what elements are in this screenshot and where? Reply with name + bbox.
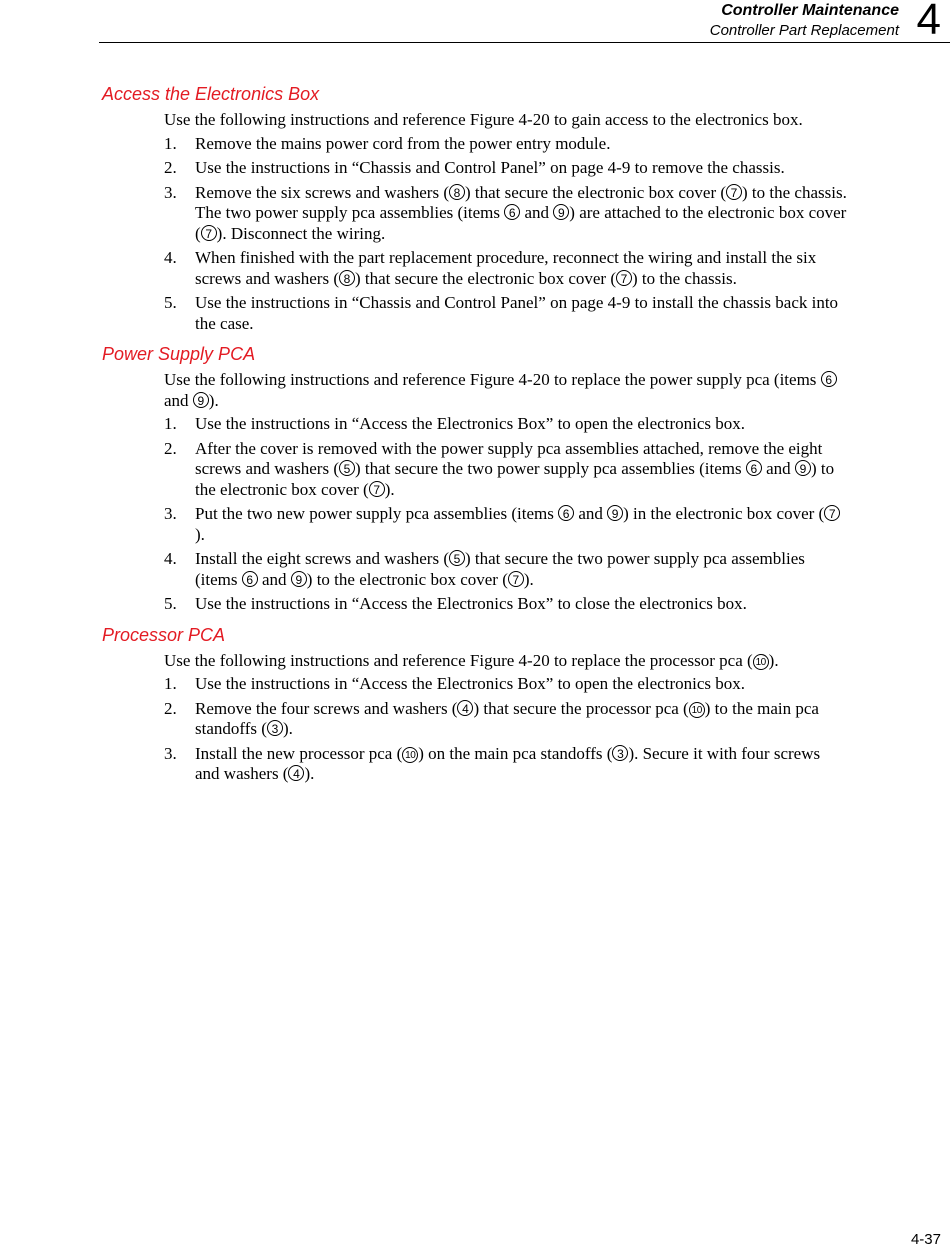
callout-number: 7 bbox=[369, 481, 385, 497]
step-item bbox=[102, 699, 847, 740]
text-run: Use the instructions in “Access the Electronics Box” to open the electronics box. bbox=[195, 674, 745, 693]
text-run: ). bbox=[523, 569, 534, 589]
header-rule bbox=[99, 42, 950, 43]
text-run: ) to the main pca standoffs ( bbox=[195, 698, 819, 738]
text-run: ). Disconnect the wiring. bbox=[216, 223, 386, 243]
text-run: Use the following instructions and reference Figure 4-20 to replace the power supply pca (items bbox=[164, 370, 821, 389]
step-item bbox=[102, 549, 847, 590]
text-run: ) in the electronic box cover ( bbox=[623, 504, 825, 523]
callout-number: 9 bbox=[553, 204, 569, 220]
text-run: Use the following instructions and reference Figure 4-20 to replace the processor pca ( bbox=[164, 650, 753, 670]
step-number: 4. bbox=[164, 248, 177, 267]
text-run: ) that secure the electronic box cover ( bbox=[465, 182, 727, 202]
step-number: 3. bbox=[164, 182, 177, 202]
callout-number: 6 bbox=[821, 371, 837, 387]
callout-number: 9 bbox=[193, 392, 209, 408]
step-number: 4. bbox=[164, 549, 177, 568]
step-item bbox=[102, 744, 847, 785]
text-run: and bbox=[257, 569, 291, 589]
step-number: 1. bbox=[164, 674, 177, 693]
section-heading: Processor PCA bbox=[102, 624, 226, 645]
text-run: ). bbox=[304, 764, 315, 783]
callout-number: 7 bbox=[508, 571, 524, 587]
section-heading: Power Supply PCA bbox=[102, 344, 256, 364]
text-run: ). Secure it with four screws and washers ( bbox=[195, 743, 821, 783]
text-run: ). bbox=[195, 524, 205, 544]
section-heading: Access the Electronics Box bbox=[102, 84, 320, 104]
callout-number: 8 bbox=[449, 184, 465, 200]
callout-number: 7 bbox=[616, 270, 632, 286]
text-run: ). bbox=[282, 719, 293, 738]
text-run: ) that secure the electronic box cover ( bbox=[354, 268, 616, 288]
text-run: and bbox=[761, 459, 795, 478]
text-run: ) that secure the two power supply pca assemblies (items bbox=[195, 549, 805, 589]
text-run: and bbox=[574, 504, 608, 523]
text-run: Use the instructions in “Access the Electronics Box” to close the electronics box. bbox=[195, 594, 747, 613]
callout-number: 10 bbox=[753, 654, 769, 670]
text-run: When finished with the part replacement procedure, reconnect the wiring and install the six screws and washers ( bbox=[195, 248, 817, 288]
callout-number: 4 bbox=[288, 765, 304, 781]
step-item bbox=[102, 414, 847, 435]
text-run: ). bbox=[208, 390, 219, 410]
section-intro bbox=[164, 370, 847, 411]
text-run: ) to the electronic box cover ( bbox=[306, 569, 508, 589]
step-list bbox=[102, 674, 847, 785]
callout-number: 7 bbox=[824, 505, 840, 521]
callout-number: 3 bbox=[267, 720, 283, 736]
text-run: ) to the electronic box cover ( bbox=[195, 459, 835, 499]
text-run: Use the instructions in “Chassis and Control Panel” on page 4-9 to install the chassis back into the case. bbox=[195, 293, 839, 333]
callout-number: 7 bbox=[726, 184, 742, 200]
callout-number: 4 bbox=[457, 700, 473, 716]
text-run: Install the new processor pca ( bbox=[195, 743, 403, 763]
callout-number: 10 bbox=[689, 702, 705, 718]
callout-number: 9 bbox=[607, 505, 623, 521]
text-run: Remove the four screws and washers ( bbox=[195, 698, 458, 718]
page-content bbox=[102, 82, 847, 793]
step-number: 5. bbox=[164, 293, 177, 312]
text-run: ). bbox=[768, 650, 779, 670]
running-header-subtitle: Controller Part Replacement bbox=[709, 22, 899, 39]
callout-number: 6 bbox=[558, 505, 574, 521]
step-item bbox=[102, 674, 847, 695]
text-run: ) that secure the two power supply pca assemblies (items bbox=[354, 459, 746, 478]
step-item bbox=[102, 158, 847, 179]
text-run: Put the two new power supply pca assemblies (items bbox=[195, 504, 559, 523]
callout-number: 3 bbox=[612, 745, 628, 761]
step-item bbox=[102, 594, 847, 615]
callout-number: 5 bbox=[449, 550, 465, 566]
callout-number: 6 bbox=[504, 204, 520, 220]
text-run: ) are attached to the electronic box cover ( bbox=[195, 203, 847, 243]
callout-number: 8 bbox=[339, 270, 355, 286]
text-run: Use the following instructions and reference Figure 4-20 to gain access to the electronics box. bbox=[164, 110, 803, 129]
running-header-title: Controller Maintenance bbox=[721, 2, 899, 19]
section-intro bbox=[164, 110, 847, 131]
step-item bbox=[102, 248, 847, 289]
callout-number: 5 bbox=[339, 460, 355, 476]
step-number: 3. bbox=[164, 743, 177, 763]
step-number: 2. bbox=[164, 438, 177, 458]
chapter-number: 4 bbox=[916, 0, 941, 44]
text-run: and bbox=[520, 203, 554, 222]
callout-number: 9 bbox=[795, 460, 811, 476]
step-number: 5. bbox=[164, 594, 177, 613]
callout-number: 7 bbox=[201, 225, 217, 241]
step-item bbox=[102, 439, 847, 501]
callout-number: 6 bbox=[242, 571, 258, 587]
text-run: ) that secure the processor pca ( bbox=[473, 698, 689, 718]
page-number: 4-37 bbox=[910, 1231, 941, 1248]
step-item bbox=[102, 183, 847, 245]
text-run: ). bbox=[384, 479, 395, 499]
step-number: 2. bbox=[164, 158, 177, 177]
text-run: ) to the chassis. The two power supply pca assemblies (items bbox=[195, 182, 847, 222]
step-number: 2. bbox=[164, 698, 177, 718]
step-number: 1. bbox=[164, 133, 177, 153]
step-number: 1. bbox=[164, 414, 177, 433]
step-list bbox=[102, 134, 847, 335]
step-number: 3. bbox=[164, 504, 177, 523]
text-run: ) to the chassis. bbox=[632, 268, 737, 288]
section-intro bbox=[164, 651, 847, 672]
step-list bbox=[102, 414, 847, 615]
step-item bbox=[102, 293, 847, 334]
step-item bbox=[102, 504, 847, 545]
text-run: Remove the mains power cord from the power entry module. bbox=[195, 133, 611, 153]
text-run: ) on the main pca standoffs ( bbox=[418, 743, 613, 763]
text-run: Use the instructions in “Access the Electronics Box” to open the electronics box. bbox=[195, 414, 745, 433]
text-run: Use the instructions in “Chassis and Control Panel” on page 4-9 to remove the chassis. bbox=[195, 158, 785, 177]
text-run: Install the eight screws and washers ( bbox=[195, 549, 449, 568]
callout-number: 9 bbox=[291, 571, 307, 587]
callout-number: 6 bbox=[746, 460, 762, 476]
step-item bbox=[102, 134, 847, 155]
callout-number: 10 bbox=[402, 747, 418, 763]
text-run: After the cover is removed with the power supply pca assemblies attached, remove the eight screws and washers ( bbox=[195, 438, 823, 478]
text-run: and bbox=[164, 390, 193, 410]
text-run: Remove the six screws and washers ( bbox=[195, 182, 449, 202]
